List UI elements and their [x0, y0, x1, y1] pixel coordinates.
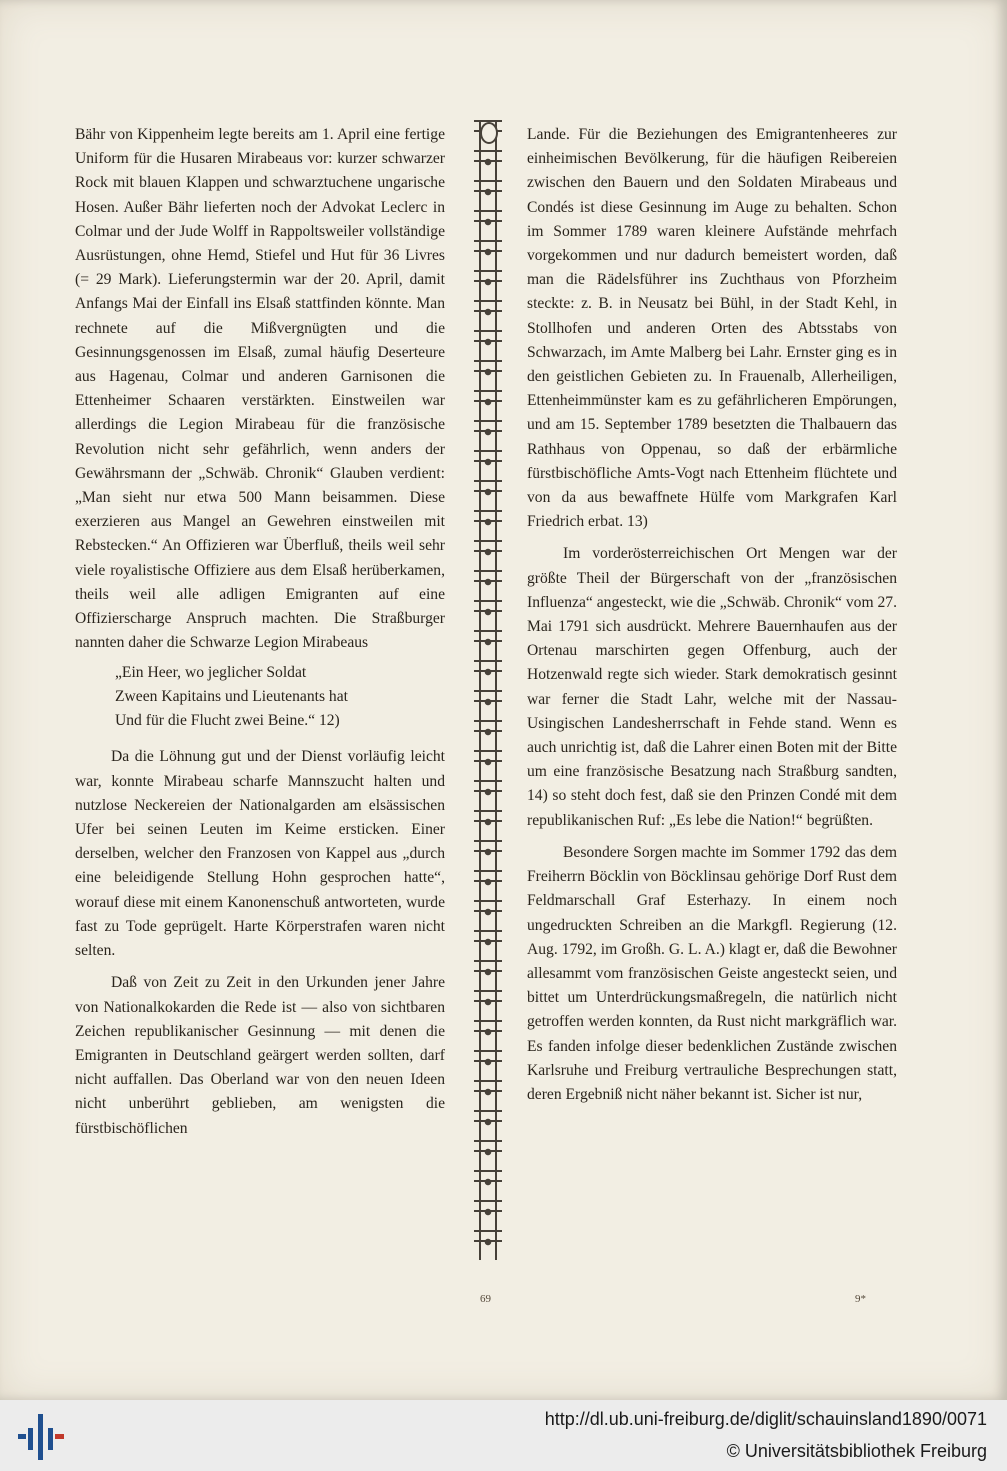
left-text-column — [75, 123, 445, 1141]
right-paragraph-1: Lande. Für die Beziehungen des Emigrantenheeres zur einheimischen Bevölkerung, für die häufigen Reibereien zwischen den Bauern und den Soldaten Mirabeaus und Condés ist diese Gesinnung im Auge zu behalten. Schon im Sommer 1789 waren kleinere Aufstände mehrfach vorgekommen und nur dadurch bemeistert worden, daß man die Rädelsführer ins Zuchthaus von Pforzheim steckte: z. B. in Neusatz bei Bühl, in der Stadt Kehl, in Stollhofen und anderen Orten des Abtsstabs von Schwarzach, im Amte Malberg bei Lahr. Ernster ging es in den geistlichen Gebieten zu. In Frauenalb, Allerheiligen, Ettenheimmünster kam es zu gefährlicheren Empörungen, und am 15. September 1789 besetzten die Thalbauern das Rathhaus von Oppenau, so daß der erbärmliche fürstbischöfliche Amts-Vogt nach Ettenheim flüchtete und von da aus bewaffnete Hülfe vom Markgrafen Karl Friedrich erbat. 13) — [527, 126, 897, 531]
left-paragraph-2: Da die Löhnung gut und der Dienst vorläufig leicht war, konnte Mirabeau scharfe Mannszucht halten und nutzlose Neckereien der Nationalgarden am elsässischen Ufer bei seinen Leuten im Keime ersticken. Einer derselben, welcher den Franzosen von Kappel aus „durch eine beleidigende Stellung Hohn gesprochen hatte“, worauf diese mit einem Kanonenschuß antworteten, wurde fast zu Tode geprügelt. Harte Körperstrafen waren nicht selten. — [75, 748, 445, 960]
ub-freiburg-logo-icon[interactable] — [18, 1414, 64, 1460]
right-paragraph-3: Besondere Sorgen machte im Sommer 1792 das dem Freiherrn Böcklin von Böcklinsau gehörige Dorf Rust dem Feldmarschall Graf Esterhazy. In einem noch ungedruckten Schreiben an die Markgfl. Regierung (12. Aug. 1792, im Großh. G. L. A.) klagt er, daß die Bewohner allesammt vom französischen Geiste angesteckt seien, und bittet um Unterdrückungsmaßregeln, die natürlich nicht getroffen werden konnten, da Rust nicht markgräflich war. Es fanden infolge dieser bedenklichen Zustände zwischen Karlsruhe und Freiburg vertrauliche Besprechungen statt, deren Ergebniß nicht näher bekannt ist. Sicher ist nur, — [527, 843, 897, 1103]
left-paragraph-3: Daß von Zeit zu Zeit in den Urkunden jener Jahre von Nationalkokarden die Rede ist — also von sichtbaren Zeichen republikanischer Gesinnung — mit denen die Emigranten in Deutschland geärgert werden sollten, darf nicht auffallen. Das Oberland war von den neuen Ideen nicht unberührt geblieben, am wenigsten die fürstbischöflichen — [75, 974, 445, 1137]
verse-line-1: „Ein Heer, wo jeglicher Soldat — [115, 664, 307, 682]
copyright-notice: © Universitätsbibliothek Freiburg — [726, 1441, 987, 1461]
signature-mark: 9* — [855, 1293, 866, 1305]
verse-quote — [115, 661, 445, 733]
left-paragraph-1: Bähr von Kippenheim legte bereits am 1. April eine fertige Uniform für die Husaren Mirabeaus vor: kurzer schwarzer Rock mit blauen Klappen und schwarztuchene ungarische Hosen. Außer Bähr lieferten noch der Advokat Leclerc in Colmar und der Jude Wolff in Rappoltsweiler vollständige Ausrüstungen, ohne Hemd, Stiefel und Hut für 36 Livres (= 29 Mark). Lieferungstermin war der 20. April, damit Anfangs Mai der Einfall ins Elsaß stattfinden könnte. Man rechnete auf die Mißvergnügten und die Gesinnungsgenossen im Elsaß, zumal häufig Deserteure aus Hagenau, Colmar und anderen Garnisonen die Ettenheimer Schaaren verstärkten. Einstweilen war allerdings die Legion Mirabeau für die französische Revolution nicht sehr gefährlich, wenn anders der Gewährsmann der „Schwäb. Chronik“ Glauben verdient: „Man sieht nur etwa 500 Mann beisammen. Diese exerzieren aus Mangel an Gewehren einstweilen mit Rebstecken.“ An Offizieren war Überfluß, theils weil sehr viele royalistische Offiziere aus dem Elsaß herüberkamen, theils weil alle adligen Emigranten auf eine Offizierscharge Anspruch machten. Die Straßburger nannten daher die Schwarze Legion Mirabeaus — [75, 126, 445, 652]
document-url-link[interactable]: http://dl.ub.uni-freiburg.de/diglit/schauinsland1890/0071 — [544, 1409, 987, 1429]
right-text-column — [527, 123, 897, 1107]
viewer-footer — [0, 1400, 1007, 1471]
ornamental-divider-icon — [474, 120, 502, 1260]
right-paragraph-2: Im vorderösterreichischen Ort Mengen war der größte Theil der Bürgerschaft von der „französischen Influenza“ angesteckt, wie die „Schwäb. Chronik“ vom 27. Mai 1791 sich ausdrückt. Mehrere Bauernhaufen aus der Ortenau marschirten gegen Offenburg, auch der Hotzenwald regte sich wieder. Stark demokratisch gesinnt war ferner die Stadt Lahr, welche mit der Nassau-Usingischen Landesherrschaft in Fehde stand. Wenn es auch unrichtig ist, daß die Lahrer einen Boten mit der Bitte um eine französische Besatzung nach Straßburg sandten, 14) so steht doch fest, daß sie den Prinzen Condé mit dem republikanischen Ruf: „Es lebe die Nation!“ begrüßten. — [527, 545, 897, 829]
verse-line-3: Und für die Flucht zwei Beine.“ 12) — [115, 712, 340, 730]
page-number: 69 — [480, 1293, 491, 1305]
verse-line-2: Zween Kapitains und Lieutenants hat — [115, 688, 348, 706]
